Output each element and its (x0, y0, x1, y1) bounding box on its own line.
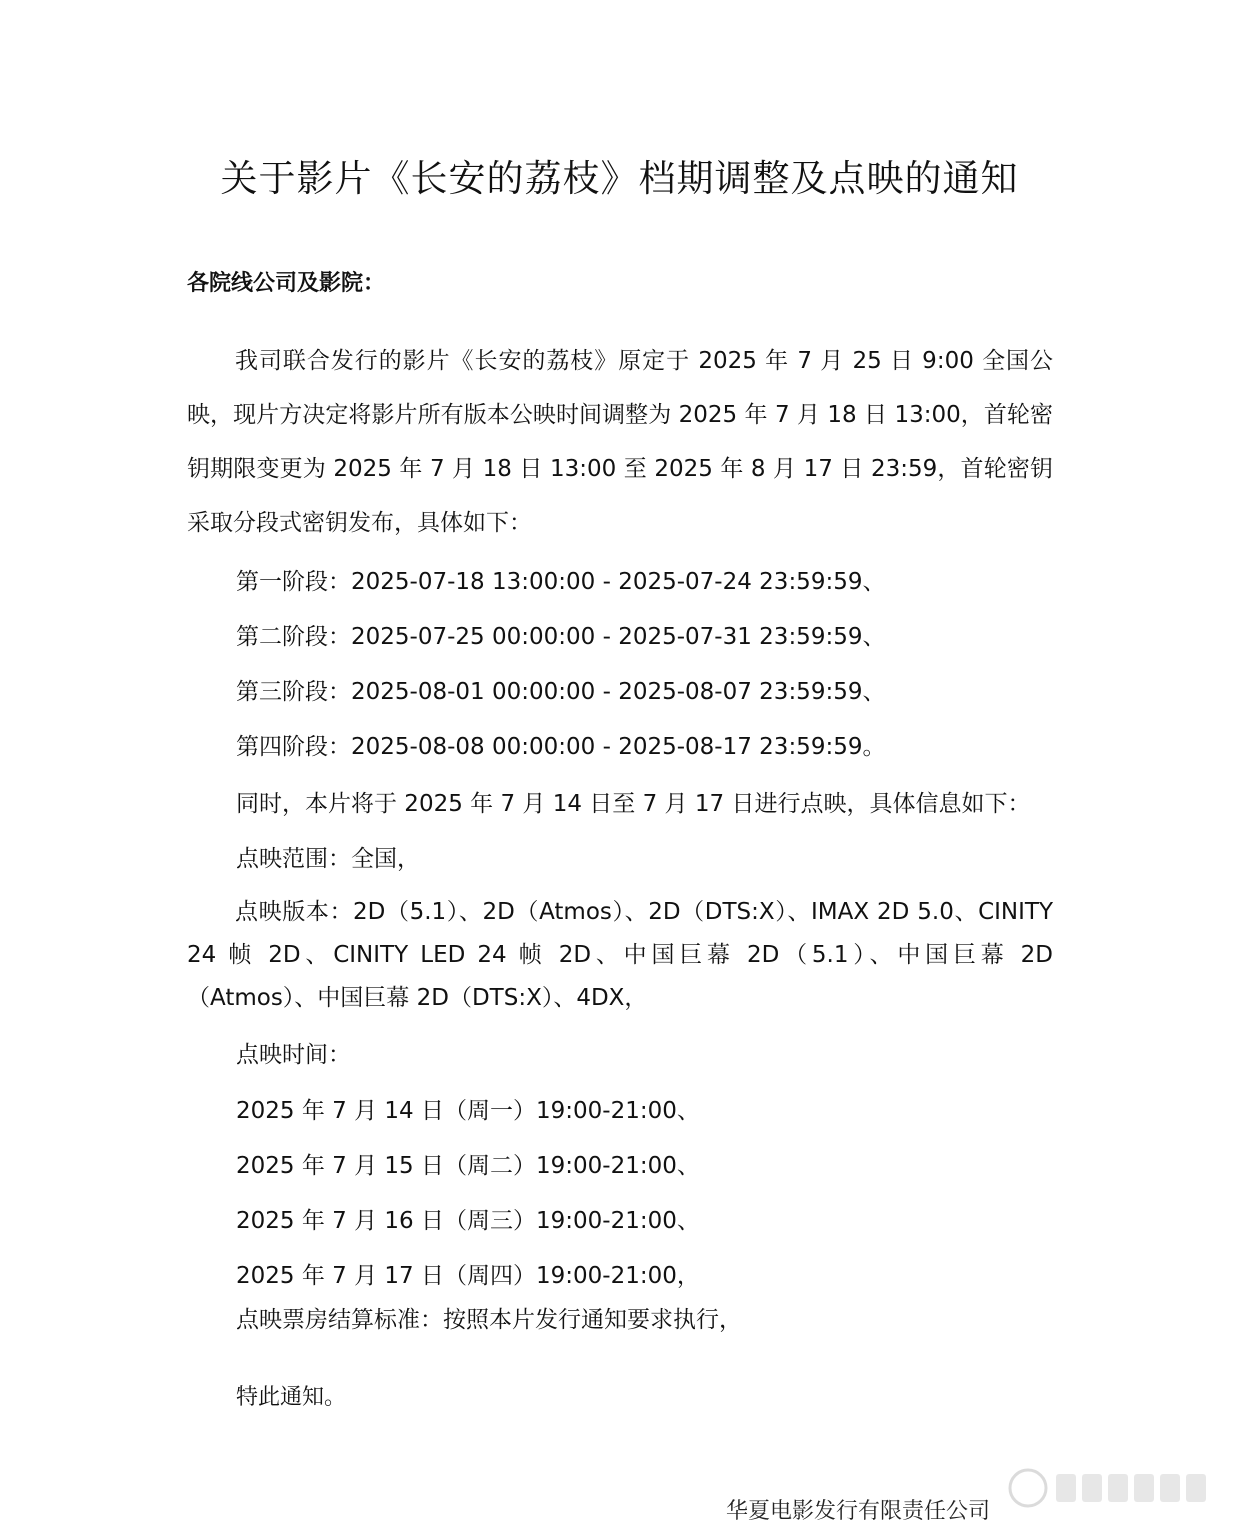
intro-paragraph: 我司联合发行的影片《长安的荔枝》原定于 2025 年 7 月 25 日 9:00 全国公映，现片方决定将影片所有版本公映时间调整为 2025 年 7 月 18 日 13:00，首轮密钥期限变更为 2025 年 7 月 18 日 13:00 至 2025 年 8 月 17 日 23:59，首轮密钥采取分段式密钥发布，具体如下： (187, 348, 1053, 536)
phase-line-4: 第四阶段：2025-08-08 00:00:00 - 2025-08-17 23:59:59。 (236, 734, 886, 760)
phase-line-3: 第三阶段：2025-08-01 00:00:00 - 2025-08-07 23:59:59、 (236, 679, 886, 705)
phase-line-1: 第一阶段：2025-07-18 13:00:00 - 2025-07-24 23:59:59、 (236, 569, 886, 595)
preview-time-1: 2025 年 7 月 14 日（周一）19:00-21:00、 (236, 1098, 700, 1124)
preview-time-label: 点映时间： (236, 1042, 351, 1068)
preview-versions: 点映版本：2D（5.1）、2D（Atmos）、2D（DTS:X）、IMAX 2D 5.0、CINITY 24 帧 2D、CINITY LED 24 帧 2D、中国巨幕 2D（5.1）、中国巨幕 2D（Atmos）、中国巨幕 2D（DTS:X）、4DX， (187, 899, 1053, 1011)
preview-time-3: 2025 年 7 月 16 日（周三）19:00-21:00、 (236, 1208, 700, 1234)
phase-line-2: 第二阶段：2025-07-25 00:00:00 - 2025-07-31 23:59:59、 (236, 624, 886, 650)
salutation: 各院线公司及影院： (187, 271, 386, 296)
preview-time-4: 2025 年 7 月 17 日（周四）19:00-21:00， (236, 1263, 700, 1289)
notice-title: 关于影片《长安的荔枝》档期调整及点映的通知 (220, 157, 1019, 200)
preview-intro: 同时，本片将于 2025 年 7 月 14 日至 7 月 17 日进行点映，具体信息如下： (236, 791, 1031, 817)
closing-text: 特此通知。 (236, 1385, 347, 1410)
watermark-icon (1000, 1466, 1230, 1510)
signature: 华夏电影发行有限责任公司 (726, 1499, 991, 1524)
preview-time-2: 2025 年 7 月 15 日（周二）19:00-21:00、 (236, 1153, 700, 1179)
settlement-standard: 点映票房结算标准：按照本片发行通知要求执行， (236, 1307, 742, 1333)
preview-scope: 点映范围：全国， (236, 846, 420, 872)
